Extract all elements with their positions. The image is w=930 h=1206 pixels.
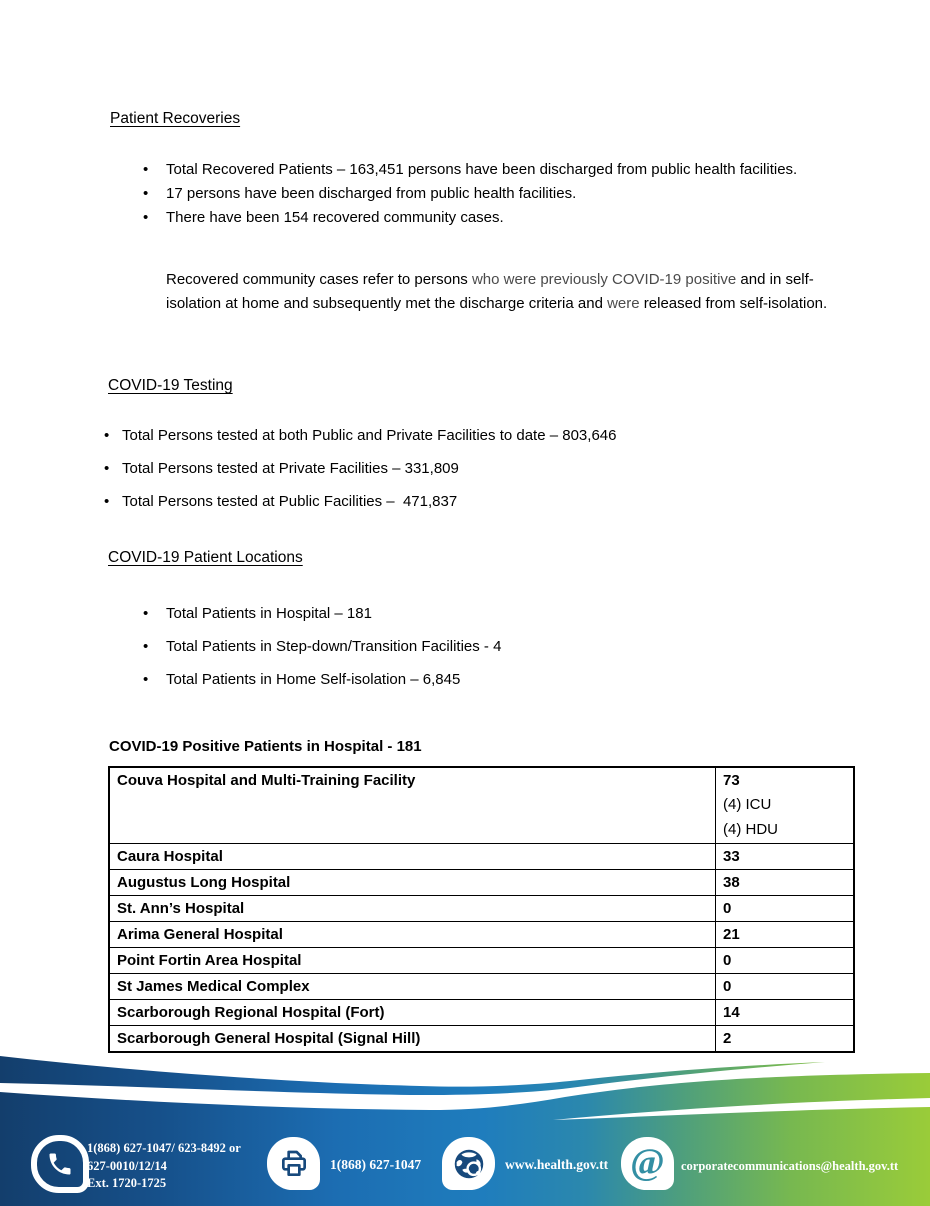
hospital-name: Caura Hospital (109, 844, 716, 870)
hospital-row (109, 767, 854, 844)
printer-icon (267, 1137, 320, 1190)
testing-bullet-list (104, 424, 874, 523)
hospital-table (108, 766, 855, 1053)
phone-icon (31, 1135, 89, 1193)
bullet-item: • Total Persons tested at both Public and Private Facilities to date – 803,646 (104, 424, 874, 448)
globe-icon (442, 1137, 495, 1190)
hospital-name: St James Medical Complex (109, 974, 716, 1000)
hospital-count: 14 (716, 1000, 855, 1026)
hospital-count: 38 (716, 870, 855, 896)
hospital-count: 73 (4) ICU (4) HDU (716, 767, 855, 844)
hospital-name: Point Fortin Area Hospital (109, 948, 716, 974)
hospital-row (109, 896, 854, 922)
note-text: who were previously COVID-19 positive (471, 271, 741, 288)
footer-fax-number: 1(868) 627-1047 (330, 1157, 422, 1172)
hospital-row (109, 870, 854, 896)
bullet-item: • Total Patients in Step-down/Transition Facilities - 4 (141, 635, 863, 659)
hospital-row (109, 974, 854, 1000)
recoveries-bullet-list (141, 158, 863, 230)
hospital-count: 0 (716, 948, 855, 974)
bullet-item: • Total Persons tested at Public Facilities – 471,837 (104, 490, 874, 514)
hospital-row (109, 1000, 854, 1026)
footer-phone-numbers: 1(868) 627-1047/ 623-8492 or 627-0010/12/14 Ext. 1720-1725 (87, 1141, 241, 1190)
bullet-item: • 17 persons have been discharged from public health facilities. (141, 182, 863, 206)
bullet-item: • There have been 154 recovered community cases. (141, 206, 863, 230)
hospital-row (109, 1026, 854, 1053)
bullet-item: • Total Persons tested at Private Facilities – 331,809 (104, 457, 874, 481)
hospital-count: 0 (716, 896, 855, 922)
at-icon (621, 1137, 674, 1190)
hospital-count: 33 (716, 844, 855, 870)
note-text: were (607, 295, 644, 312)
hospital-row (109, 948, 854, 974)
bullet-item: • Total Patients in Home Self-isolation – 6,845 (141, 668, 863, 692)
hospital-row (109, 922, 854, 948)
hospital-name: Scarborough General Hospital (Signal Hill) (109, 1026, 716, 1053)
footer (0, 1050, 930, 1206)
hospital-table-caption: COVID-19 Positive Patients in Hospital - 181 (109, 738, 422, 755)
hospital-row (109, 844, 854, 870)
section-heading-patient-recoveries: Patient Recoveries (110, 110, 241, 127)
hospital-name: Augustus Long Hospital (109, 870, 716, 896)
hospital-count: 21 (716, 922, 855, 948)
hospital-table-body (109, 767, 854, 1052)
bullet-item: • Total Patients in Hospital – 181 (141, 602, 863, 626)
hospital-name: Couva Hospital and Multi-Training Facility (109, 767, 716, 844)
note-text: and in self-isolation at home and subsequently met the discharge criteria and (166, 271, 814, 312)
section-heading-testing: COVID-19 Testing (108, 377, 233, 394)
locations-bullet-list (141, 602, 863, 701)
footer-website: www.health.gov.tt (505, 1157, 609, 1172)
footer-email: corporatecommunications@health.gov.tt (681, 1159, 899, 1173)
recoveries-note (166, 268, 866, 316)
bullet-item: • Total Recovered Patients – 163,451 persons have been discharged from public health facilities. (141, 158, 863, 182)
hospital-name: Arima General Hospital (109, 922, 716, 948)
hospital-count: 2 (716, 1026, 855, 1053)
at-symbol: @ (630, 1142, 665, 1183)
hospital-count: 0 (716, 974, 855, 1000)
hospital-name: St. Ann’s Hospital (109, 896, 716, 922)
section-heading-locations: COVID-19 Patient Locations (108, 549, 303, 566)
note-text: released from self-isolation. (643, 295, 828, 312)
hospital-name: Scarborough Regional Hospital (Fort) (109, 1000, 716, 1026)
note-text: Recovered community cases refer to persons (166, 271, 472, 288)
